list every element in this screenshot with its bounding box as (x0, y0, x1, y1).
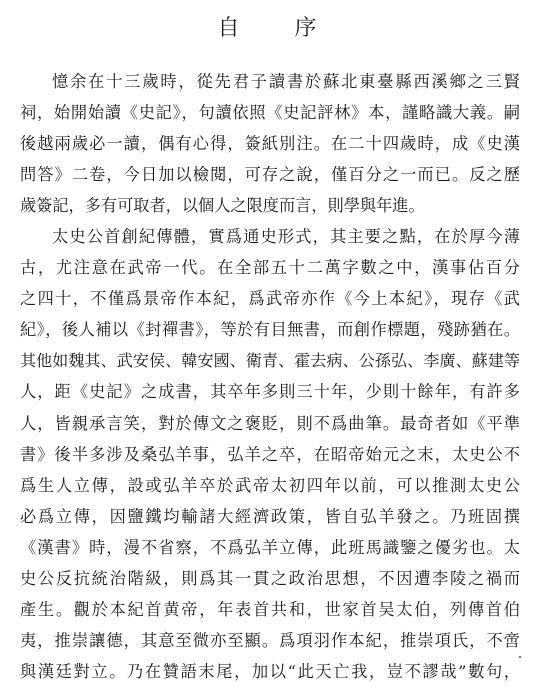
text-line: 與漢廷對立。乃在贊語末尾，加以“此天亡我，豈不謬哉”數句， (20, 661, 520, 681)
text-line: 問答》二卷，今日加以檢閱，可存之說，僅百分之一而已。反之歷 (20, 165, 520, 185)
text-line: 紀》，後人補以《封禪書》，等於有目無書，而創作標題，殘跡猶在。 (20, 320, 520, 340)
text-line: 歲簽記，多有可取者，以個人之限度而言，則學與年進。 (20, 196, 425, 216)
text-line: 《漢書》時，漫不省察，不爲弘羊立傳，此班馬識鑒之優劣也。太 (20, 537, 520, 557)
scan-speck (519, 656, 521, 658)
text-line: 人，皆親承言笑，對於傳文之褒貶，則不爲曲筆。最奇者如《平準 (20, 413, 520, 433)
text-line: 太史公首創紀傳體，實爲通史形式，其主要之點，在於厚今薄 (52, 227, 520, 247)
text-line: 史公反抗統治階級，則爲其一貫之政治思想，不因遭李陵之禍而 (20, 568, 520, 588)
text-line: 人，距《史記》之成書，其卒年多則三十年，少則十餘年，有許多 (20, 382, 520, 402)
preface-body (20, 66, 520, 687)
text-line: 必爲立傳，因鹽鐵均輸諸大經濟政策，皆自弘羊發之。乃班固撰 (20, 506, 520, 526)
text-line: 之四十，不僅爲景帝作本紀，爲武帝亦作《今上本紀》，現存《武 (20, 289, 520, 309)
text-line: 祠，始開始讀《史記》，句讀依照《史記評林》本，謹略識大義。嗣 (20, 103, 520, 123)
text-line: 古，尤注意在武帝一代。在全部五十二萬字數之中，漢事佔百分 (20, 258, 520, 278)
text-line: 爲生人立傳，設或弘羊卒於武帝太初四年以前，可以推測太史公 (20, 475, 520, 495)
text-line: 後越兩歲必一讀，偶有心得，簽紙別注。在二十四歲時，成《史漢 (20, 134, 520, 154)
text-line: 書》後半多涉及桑弘羊事，弘羊之卒，在昭帝始元之末，太史公不 (20, 444, 520, 464)
text-line: 產生。觀於本紀首黄帝，年表首共和，世家首吴太伯，列傳首伯 (20, 599, 520, 619)
text-line: 其他如魏其、武安侯、韓安國、衛青、霍去病、公孫弘、李廣、蘇建等 (20, 351, 520, 371)
page-title: 自 序 (217, 16, 341, 41)
text-line: 夷，推崇讓德，其意至微亦至顯。爲項羽作本紀，推崇項氏，不啻 (20, 630, 520, 650)
text-line: 憶余在十三歲時，從先君子讀書於蘇北東臺縣西溪鄉之三賢 (52, 72, 520, 91)
